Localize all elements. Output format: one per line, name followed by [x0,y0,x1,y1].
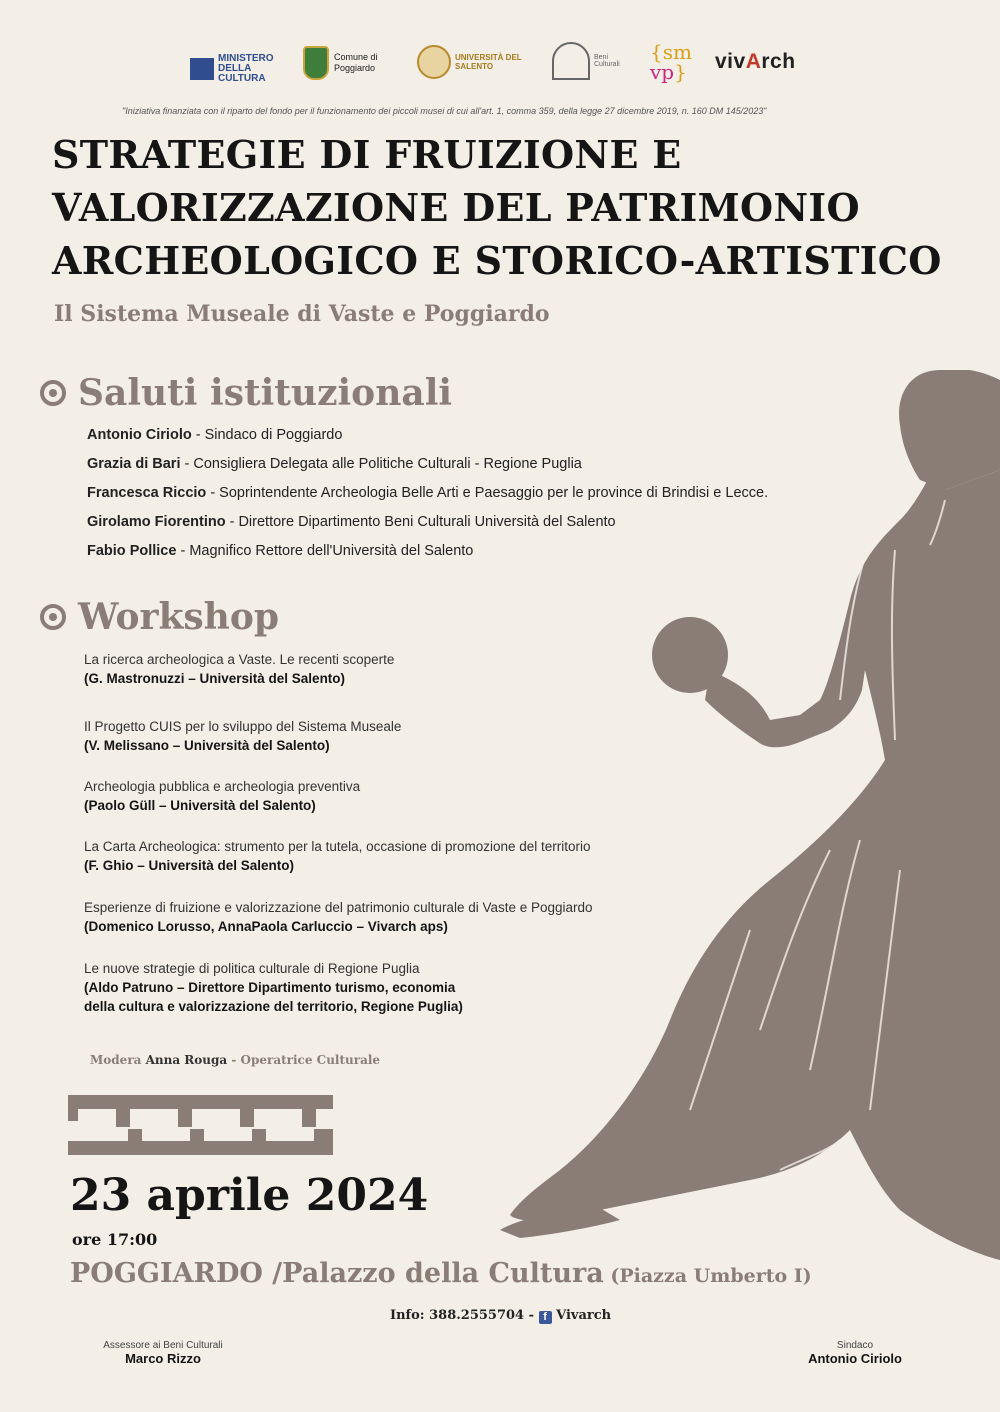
speaker-name: Grazia di Bari [87,456,181,472]
universita-logo [417,45,525,79]
moderator-label: Modera [90,1053,146,1067]
title-line-1: STRATEGIE DI FRUIZIONE E [52,132,682,177]
signature-name: Antonio Ciriolo [808,1351,902,1366]
saluti-heading-text: Saluti istituzionali [78,372,453,414]
smvp-logo-text: {sm vp} [650,40,692,84]
workshop-speaker: (Domenico Lorusso, AnnaPaola Carluccio – Vivarch aps) [84,919,448,934]
workshop-item [84,898,684,936]
signature-role: Assessore ai Beni Culturali [103,1340,223,1351]
workshop-item [84,959,684,1016]
workshop-speaker: (F. Ghio – Università del Salento) [84,858,295,873]
vivarch-logo-text: vivArch [715,50,796,73]
workshop-topic: La Carta Archeologica: strumento per la tutela, occasione di promozione del territorio [84,839,591,854]
workshop-speaker: (G. Mastronuzzi – Università del Salento) [84,671,346,686]
ministero-mark-icon [190,58,214,80]
page-title [52,128,972,287]
workshop-topic: La ricerca archeologica a Vaste. Le recenti scoperte [84,652,395,667]
title-line-2: VALORIZZAZIONE DEL PATRIMONIO [52,185,860,230]
speaker-role: - Sindaco di Poggiardo [191,427,343,443]
beni-culturali-logo-text: Beni Culturali [594,54,620,68]
event-venue [70,1258,812,1289]
speaker-name: Antonio Ciriolo [87,427,192,443]
workshop-item [84,650,684,688]
workshop-speaker: (Paolo Güll – Università del Salento) [84,798,316,813]
speaker-role: - Soprintendente Archeologia Belle Arti e Paesaggio per le province di Brindisi e Lecce. [206,485,769,501]
list-item [87,421,847,450]
beni-culturali-mark-icon [552,42,590,80]
moderator-role: - Operatrice Culturale [227,1053,381,1067]
logos-strip [185,40,835,100]
info-phone: Info: 388.2555704 - [390,1308,539,1323]
list-item [87,508,847,537]
signature-role: Sindaco [836,1340,874,1351]
venue-place: (Piazza Umberto I) [603,1265,812,1287]
target-bullet-icon [40,604,66,630]
moderator-name: Anna Rouga [145,1053,228,1067]
workshop-speaker: (Aldo Patruno – Direttore Dipartimento turismo, economia [84,980,456,995]
workshop-topic: Esperienze di fruizione e valorizzazione del patrimonio culturale di Vaste e Poggiardo [84,900,593,915]
ministero-logo [190,54,278,84]
workshop-topic: Archeologia pubblica e archeologia preventiva [84,779,361,794]
workshop-speaker: della cultura e valorizzazione del territorio, Regione Puglia) [84,999,463,1014]
smvp-logo [650,42,692,82]
ministero-logo-text: MINISTERO DELLA CULTURA [218,53,274,84]
speaker-name: Francesca Riccio [87,485,207,501]
workshop-heading [40,596,279,638]
signature-name: Marco Rizzo [125,1351,201,1366]
speaker-role: - Direttore Dipartimento Beni Culturali Università del Salento [225,514,616,530]
venue-main: POGGIARDO /Palazzo della Cultura [70,1258,604,1289]
workshop-topic: Le nuove strategie di politica culturale di Regione Puglia [84,961,420,976]
speaker-role: - Consigliera Delegata alle Politiche Culturali - Regione Puglia [180,456,582,472]
beni-culturali-logo [552,42,634,80]
event-time: ore 17:00 [72,1230,158,1249]
comune-crest-icon [303,46,329,80]
comune-logo-text: Comune di Poggiardo [334,52,378,73]
universita-seal-icon [417,45,451,79]
info-page: Vivarch [556,1308,612,1323]
workshop-item [84,717,684,755]
workshop-speaker: (V. Melissano – Università del Salento) [84,738,330,753]
moderator-line [90,1053,380,1067]
universita-logo-text: UNIVERSITÀ DEL SALENTO [455,53,522,71]
speaker-role: - Magnifico Rettore dell'Università del Salento [176,543,474,559]
saluti-list [87,421,847,566]
comune-logo [303,46,389,80]
saluti-heading [40,372,452,414]
title-line-3: ARCHEOLOGICO E STORICO-ARTISTICO [52,238,942,283]
list-item [87,537,847,566]
workshop-topic: Il Progetto CUIS per lo sviluppo del Sistema Museale [84,719,402,734]
signature-left [88,1340,238,1366]
workshop-item [84,777,684,815]
speaker-name: Fabio Pollice [87,543,177,559]
page-subtitle: Il Sistema Museale di Vaste e Poggiardo [54,301,550,327]
signature-right [800,1340,910,1366]
list-item [87,450,847,479]
info-line [390,1308,611,1324]
vivarch-logo [715,50,796,74]
target-bullet-icon [40,380,66,406]
workshop-item [84,837,684,875]
workshop-heading-text: Workshop [78,596,280,638]
funding-note: "Iniziativa finanziata con il riparto del fondo per il funzionamento dei piccoli musei di cui all'art. 1, comma 359, della legge 27 dicembre 2019, n. 160 DM 145/2023" [122,106,767,116]
speaker-name: Girolamo Fiorentino [87,514,226,530]
greek-key-meander-decoration [68,1095,333,1155]
event-date: 23 aprile 2024 [70,1170,429,1221]
list-item [87,479,847,508]
facebook-icon: f [539,1311,552,1324]
